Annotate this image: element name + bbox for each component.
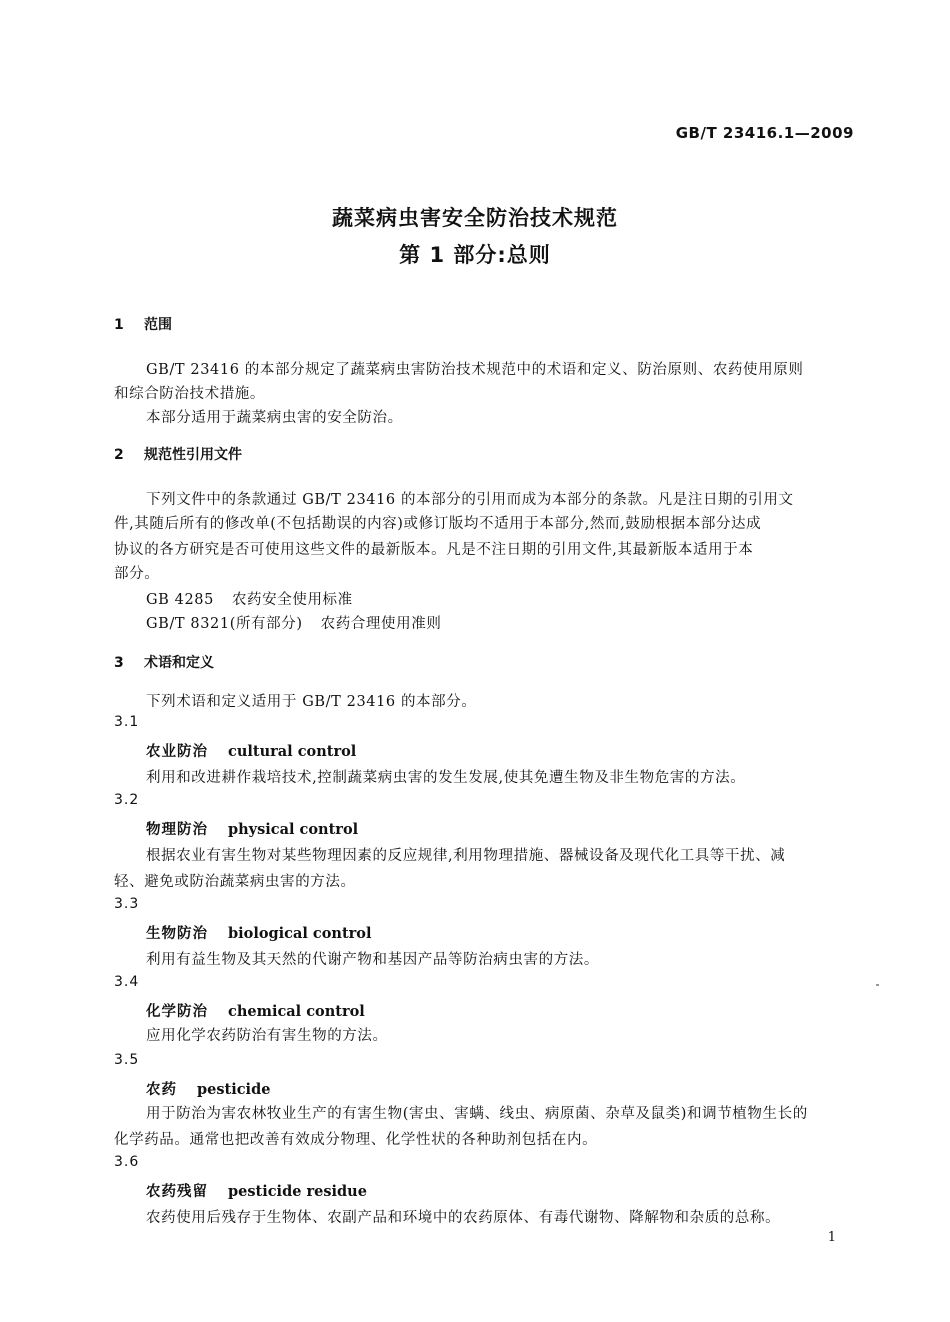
paragraph: 下列术语和定义适用于 GB/T 23416 的本部分。: [146, 694, 477, 710]
paragraph-line: GB/T 23416 的本部分规定了蔬菜病虫害防治技术规范中的术语和定义、防治原则、农药使用原则: [146, 362, 804, 378]
section-title: 规范性引用文件: [144, 447, 242, 463]
reference-item: [146, 612, 441, 633]
section-heading-terms: [114, 652, 214, 672]
section-heading-normative-references: [114, 444, 242, 464]
reference-code: GB 4285: [146, 592, 214, 608]
term-zh: 化学防治: [146, 1004, 208, 1020]
clause-number: 3.2: [114, 792, 140, 808]
section-number: 3: [114, 655, 124, 671]
term-en: cultural control: [228, 743, 357, 760]
reference-item: [146, 588, 353, 609]
term-entry: [146, 1180, 367, 1201]
reference-code: GB/T 8321(所有部分): [146, 616, 303, 632]
term-definition-line: 根据农业有害生物对某些物理因素的反应规律,利用物理措施、器械设备及现代化工具等干扰、减: [146, 848, 786, 864]
term-definition: 利用有益生物及其天然的代谢产物和基因产品等防治病虫害的方法。: [146, 952, 599, 968]
clause-number: 3.6: [114, 1154, 140, 1170]
clause-number: 3.1: [114, 714, 140, 730]
term-zh: 农药: [146, 1082, 177, 1098]
document-subtitle: 第 1 部分:总则: [399, 243, 551, 267]
term-entry: [146, 1000, 365, 1021]
term-entry: [146, 818, 358, 839]
clause-number: 3.3: [114, 896, 140, 912]
term-entry: [146, 1078, 270, 1099]
term-definition-line: 用于防治为害农林牧业生产的有害生物(害虫、害螨、线虫、病原菌、杂草及鼠类)和调节植物生长的: [146, 1106, 808, 1122]
paragraph-line: 部分。: [114, 566, 160, 582]
section-heading-scope: [114, 314, 172, 334]
term-zh: 生物防治: [146, 926, 208, 942]
term-zh: 农业防治: [146, 744, 208, 760]
clause-number: 3.5: [114, 1052, 140, 1068]
term-definition-line: 轻、避免或防治蔬菜病虫害的方法。: [114, 874, 356, 890]
term-en: physical control: [228, 821, 359, 838]
paragraph-line: 下列文件中的条款通过 GB/T 23416 的本部分的引用而成为本部分的条款。凡是注日期的引用文: [146, 492, 794, 508]
term-zh: 物理防治: [146, 822, 208, 838]
document-title: 蔬菜病虫害安全防治技术规范: [332, 206, 618, 230]
page-number: 1: [827, 1230, 836, 1245]
paragraph: 本部分适用于蔬菜病虫害的安全防治。: [146, 410, 403, 426]
section-number: 2: [114, 447, 124, 463]
paragraph-line: 协议的各方研究是否可使用这些文件的最新版本。凡是不注日期的引用文件,其最新版本适用于本: [114, 542, 754, 558]
term-entry: [146, 922, 372, 943]
term-entry: [146, 740, 356, 761]
term-definition: 利用和改进耕作栽培技术,控制蔬菜病虫害的发生发展,使其免遭生物及非生物危害的方法。: [146, 770, 746, 786]
paragraph-line: 件,其随后所有的修改单(不包括勘误的内容)或修订版均不适用于本部分,然而,鼓励根据本部分达成: [114, 516, 762, 532]
reference-title: 农药安全使用标准: [231, 592, 353, 608]
scan-speck: [876, 984, 879, 986]
clause-number: 3.4: [114, 974, 140, 990]
term-definition-line: 化学药品。通常也把改善有效成分物理、化学性状的各种助剂包括在内。: [114, 1132, 598, 1148]
paragraph-line: 和综合防治技术措施。: [114, 386, 265, 402]
term-definition: 农药使用后残存于生物体、农副产品和环境中的农药原体、有毒代谢物、降解物和杂质的总称。: [146, 1210, 781, 1226]
term-definition: 应用化学农药防治有害生物的方法。: [146, 1028, 388, 1044]
section-number: 1: [114, 317, 124, 333]
section-title: 术语和定义: [144, 655, 214, 671]
term-en: biological control: [228, 925, 372, 942]
section-title: 范围: [144, 317, 172, 333]
term-zh: 农药残留: [146, 1184, 208, 1200]
reference-title: 农药合理使用准则: [320, 616, 442, 632]
term-en: pesticide residue: [228, 1183, 367, 1200]
term-en: pesticide: [197, 1081, 271, 1098]
standard-number: GB/T 23416.1—2009: [675, 124, 854, 142]
term-en: chemical control: [228, 1003, 365, 1020]
